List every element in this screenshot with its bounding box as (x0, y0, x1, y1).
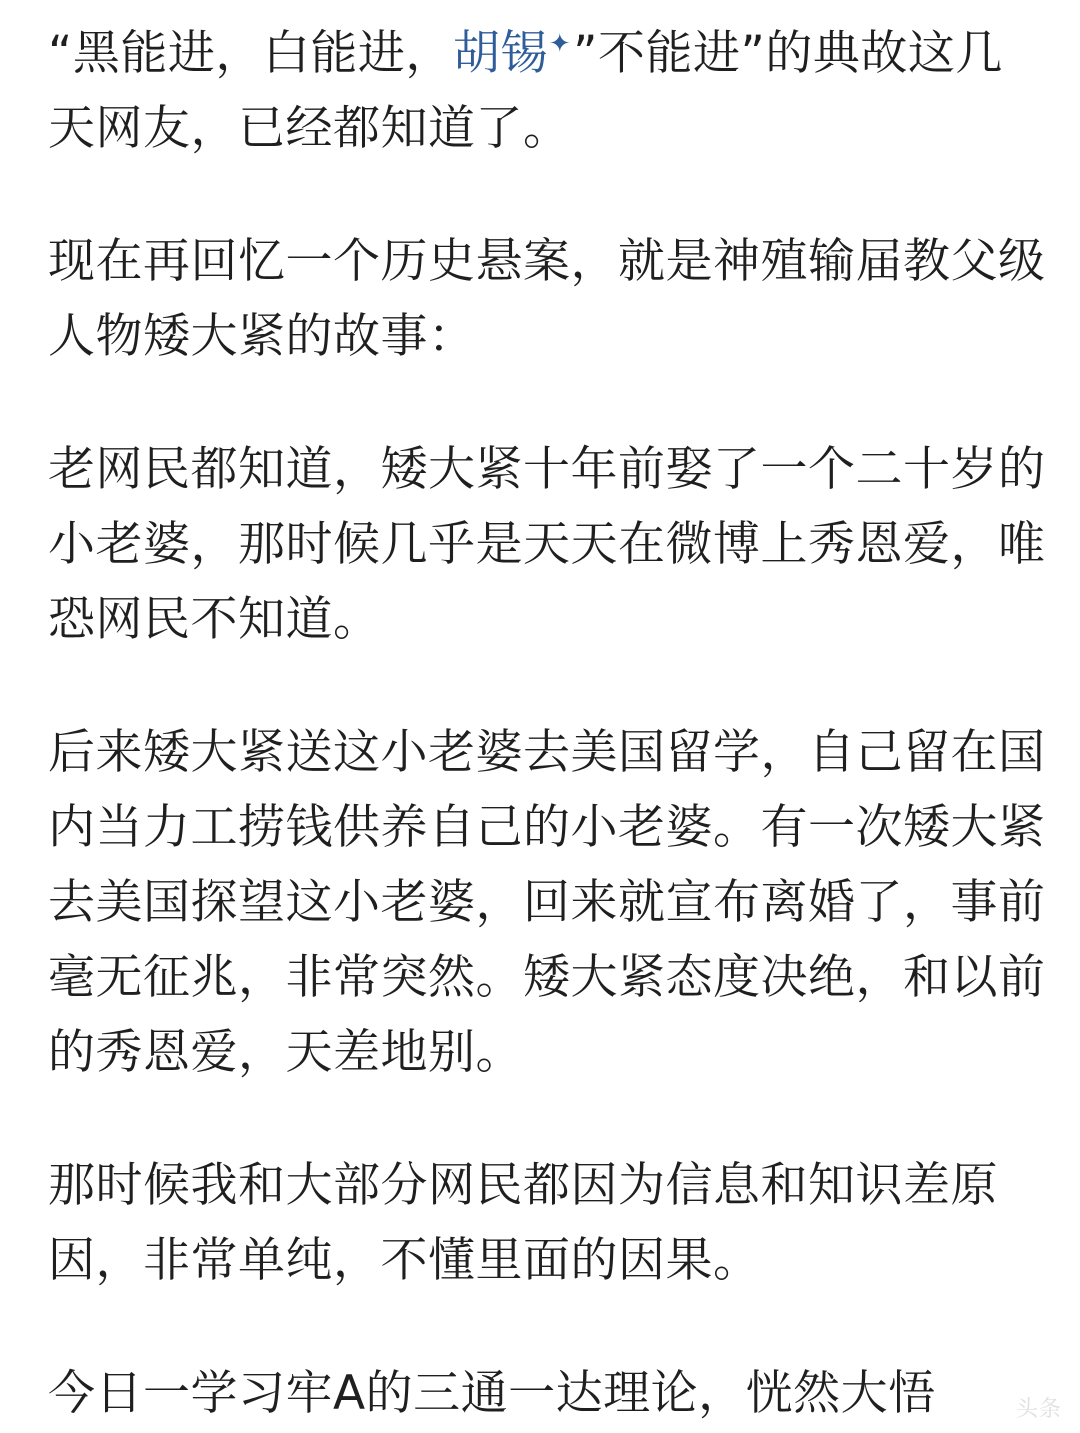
paragraph-3: 老网民都知道，矮大紧十年前娶了一个二十岁的小老婆，那时候几乎是天天在微博上秀恩爱，唯恐网民不知道。 (48, 442, 1046, 647)
paragraph-5: 那时候我和大部分网民都因为信息和知识差原因，非常单纯，不懂里面的因果。 (48, 1158, 998, 1288)
article-body (48, 16, 1048, 1431)
paragraph-2: 现在再回忆一个历史悬案，就是神殖输届教父级人物矮大紧的故事： (48, 234, 1046, 364)
paragraph-1-text-end: ”不能进”的典故这几天网友，已经都知道了。 (48, 26, 1003, 156)
watermark-logo: 头条 (1015, 1397, 1062, 1422)
person-link[interactable]: 胡锡 (452, 26, 548, 81)
paragraph-4: 后来矮大紧送这小老婆去美国留学，自己留在国内当力工捞钱供养自己的小老婆。有一次矮大紧去美国探望这小老婆，回来就宣布离婚了，事前毫无征兆，非常突然。矮大紧态度决绝，和以前的秀恩爱，天差地别。 (48, 725, 1046, 1080)
paragraph-1-text-start: “黑能进，白能进， (48, 26, 453, 81)
sparkle-icon: ✦ (548, 29, 572, 60)
paragraph-6: 今日一学习牢A的三通一达理论，恍然大悟 (48, 1366, 936, 1421)
paragraph-1 (48, 16, 1048, 166)
